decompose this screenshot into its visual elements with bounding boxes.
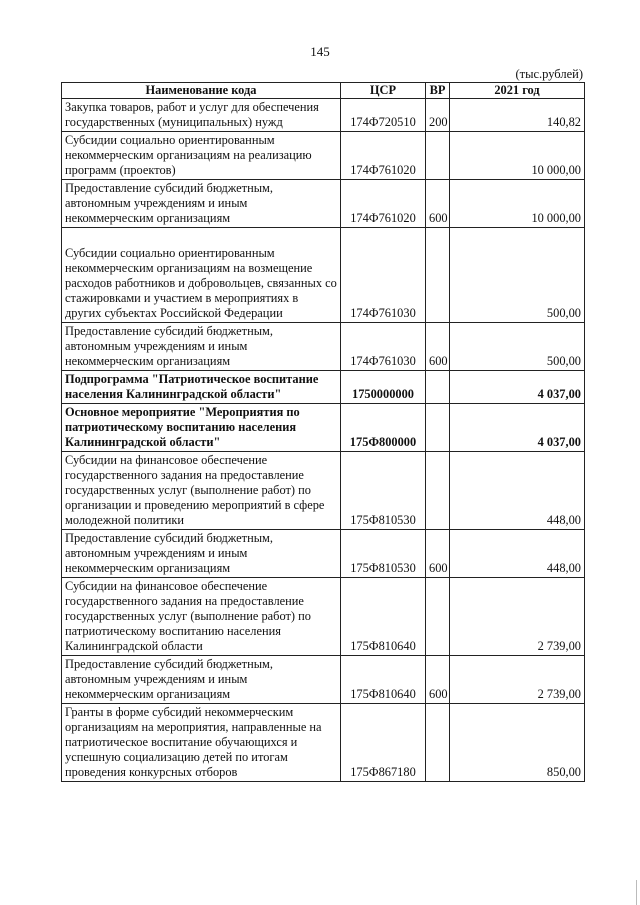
row-vr: 600 [426, 530, 450, 578]
row-vr [426, 578, 450, 656]
row-vr [426, 371, 450, 404]
row-csr: 174Ф720510 [341, 99, 426, 132]
row-csr: 174Ф761020 [341, 132, 426, 180]
scan-edge-line [636, 880, 637, 905]
row-vr [426, 704, 450, 782]
row-amount: 500,00 [450, 323, 585, 371]
row-amount: 500,00 [450, 228, 585, 323]
table-row [62, 371, 585, 404]
row-csr: 175Ф810640 [341, 578, 426, 656]
row-vr: 600 [426, 323, 450, 371]
row-name: Предоставление субсидий бюджетным, автономным учреждениям и иным некоммерческим организациям [62, 656, 341, 704]
row-csr: 1750000000 [341, 371, 426, 404]
table-row [62, 132, 585, 180]
row-csr: 174Ф761030 [341, 228, 426, 323]
row-vr: 600 [426, 656, 450, 704]
row-csr: 175Ф810530 [341, 530, 426, 578]
row-name: Гранты в форме субсидий некоммерческим организациям на мероприятия, направленные на патриотическое воспитание обучающихся и успешную социализацию детей по итогам проведения конкурсных отборов [62, 704, 341, 782]
row-name: Закупка товаров, работ и услуг для обеспечения государственных (муниципальных) нужд [62, 99, 341, 132]
header-vr: ВР [426, 83, 450, 99]
row-name: Субсидии на финансовое обеспечение государственного задания на предоставление государственных услуг (выполнение работ) по патриотическому воспитанию населения Калининградской области [62, 578, 341, 656]
table-row [62, 180, 585, 228]
row-vr: 600 [426, 180, 450, 228]
row-amount: 2 739,00 [450, 578, 585, 656]
row-amount: 2 739,00 [450, 656, 585, 704]
table-row [62, 228, 585, 323]
row-csr: 175Ф810530 [341, 452, 426, 530]
row-amount: 448,00 [450, 530, 585, 578]
row-amount: 850,00 [450, 704, 585, 782]
row-vr [426, 452, 450, 530]
row-name: Основное мероприятие "Мероприятия по патриотическому воспитанию населения Калининградской области" [62, 404, 341, 452]
row-name: Предоставление субсидий бюджетным, автономным учреждениям и иным некоммерческим организациям [62, 323, 341, 371]
row-csr: 174Ф761020 [341, 180, 426, 228]
row-vr [426, 404, 450, 452]
row-amount: 10 000,00 [450, 180, 585, 228]
table-row [62, 656, 585, 704]
row-amount: 4 037,00 [450, 404, 585, 452]
row-name: Субсидии социально ориентированным некоммерческим организациям на реализацию программ (проектов) [62, 132, 341, 180]
header-year: 2021 год [450, 83, 585, 99]
row-csr: 175Ф800000 [341, 404, 426, 452]
header-csr: ЦСР [341, 83, 426, 99]
table-row [62, 404, 585, 452]
row-vr [426, 132, 450, 180]
row-name: Субсидии социально ориентированным некоммерческим организациям на возмещение расходов работников и добровольцев, связанных со стажировками и участием в мероприятиях в других субъектах Российской Федерации [62, 228, 341, 323]
row-csr: 175Ф867180 [341, 704, 426, 782]
budget-table [61, 82, 585, 782]
header-name: Наименование кода [62, 83, 341, 99]
row-amount: 140,82 [450, 99, 585, 132]
row-amount: 10 000,00 [450, 132, 585, 180]
row-name: Предоставление субсидий бюджетным, автономным учреждениям и иным некоммерческим организациям [62, 180, 341, 228]
table-row [62, 99, 585, 132]
table-row [62, 704, 585, 782]
row-name: Предоставление субсидий бюджетным, автономным учреждениям и иным некоммерческим организациям [62, 530, 341, 578]
row-vr [426, 228, 450, 323]
table-row [62, 578, 585, 656]
row-csr: 175Ф810640 [341, 656, 426, 704]
row-vr: 200 [426, 99, 450, 132]
table-row [62, 530, 585, 578]
units-label: (тыс.рублей) [515, 67, 583, 81]
table-row [62, 452, 585, 530]
row-amount: 4 037,00 [450, 371, 585, 404]
row-csr: 174Ф761030 [341, 323, 426, 371]
row-name: Подпрограмма "Патриотическое воспитание населения Калининградской области" [62, 371, 341, 404]
table-row [62, 323, 585, 371]
row-amount: 448,00 [450, 452, 585, 530]
page-number: 145 [310, 44, 330, 59]
table-header-row [62, 83, 585, 99]
row-name: Субсидии на финансовое обеспечение государственного задания на предоставление государственных услуг (выполнение работ) по организации и проведению мероприятий в сфере молодежной политики [62, 452, 341, 530]
